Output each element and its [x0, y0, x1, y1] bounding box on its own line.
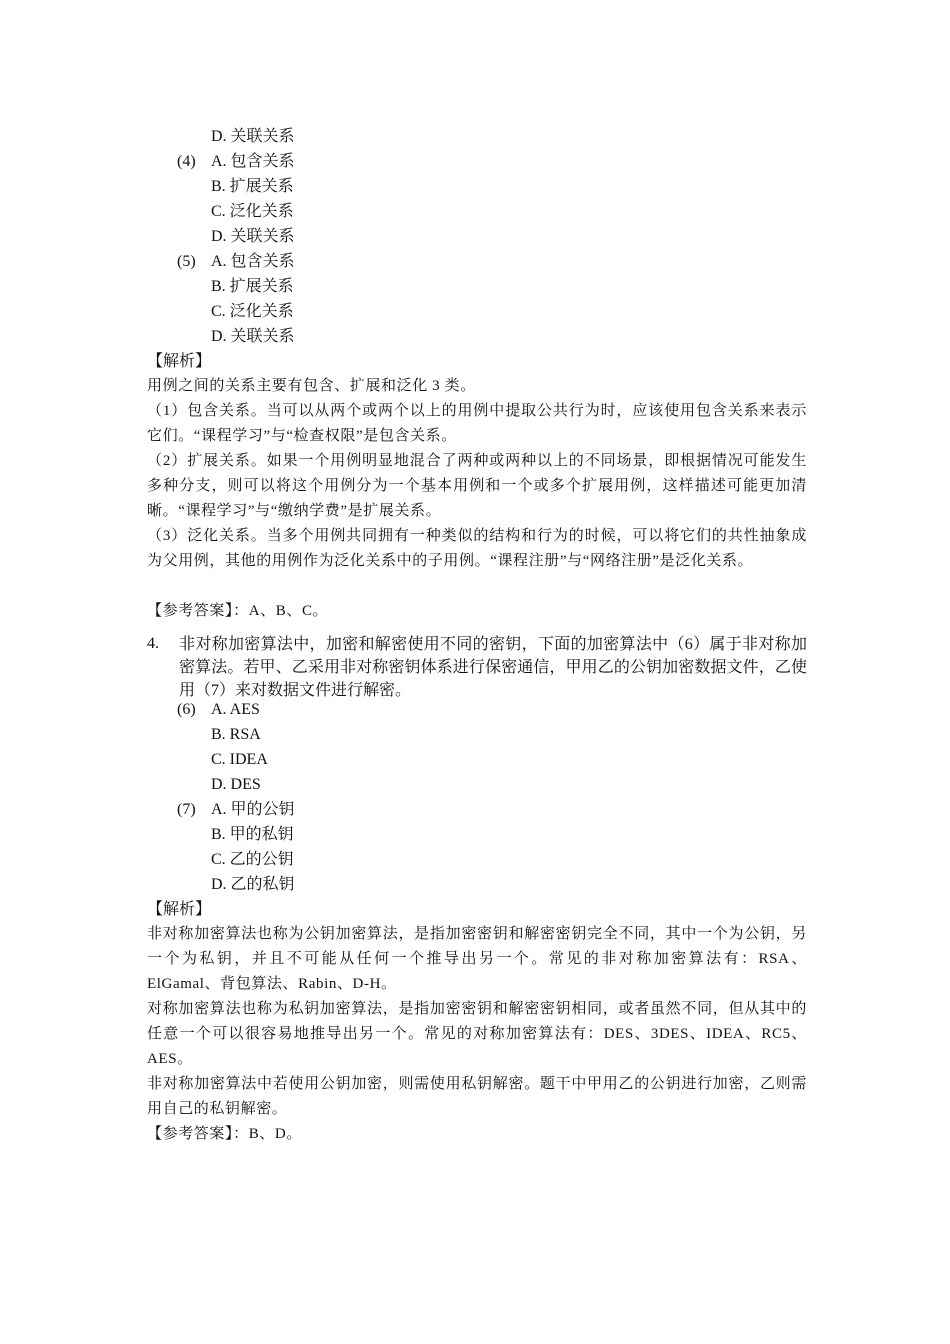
option-q6-c: C. IDEA	[211, 751, 268, 768]
option-q4-d: D. 关联关系	[211, 228, 295, 245]
analysis-paragraph-symmetric: 对称加密算法也称为私钥加密算法，是指加密密钥和解密密钥相同，或者虽然不同，但从其中的任意一个可以很容易地推导出另一个。常见的对称加密算法有：DES、3DES、IDEA、RC5、AES。	[147, 1001, 807, 1067]
analysis-paragraph-include: （1）包含关系。当可以从两个或两个以上的用例中提取公共行为时，应该使用包含关系来表示它们。“课程学习”与“检查权限”是包含关系。	[147, 403, 807, 444]
option-q5-d: D. 关联关系	[211, 328, 295, 345]
option-q6-d: D. DES	[211, 776, 261, 793]
option-group-label-7: (7)	[177, 801, 196, 818]
option-q7-c: C. 乙的公钥	[211, 851, 294, 868]
question-text: 非对称加密算法中，加密和解密使用不同的密钥，下面的加密算法中（6）属于非对称加密算法。若甲、乙采用非对称密钥体系进行保密通信，甲用乙的公钥加密数据文件，乙使用（7）来对数据文件进行解密。	[179, 636, 807, 699]
option-group-label-6: (6)	[177, 701, 196, 718]
analysis-paragraph-generalize: （3）泛化关系。当多个用例共同拥有一种类似的结构和行为的时候，可以将它们的共性抽象成为父用例，其他的用例作为泛化关系中的子用例。“课程注册”与“网络注册”是泛化关系。	[147, 528, 807, 569]
option-q4-a: A. 包含关系	[211, 153, 295, 170]
analysis-paragraph-conclusion: 非对称加密算法中若使用公钥加密，则需使用私钥解密。题干中甲用乙的公钥进行加密，乙则需用自己的私钥解密。	[147, 1076, 807, 1117]
analysis-intro: 用例之间的关系主要有包含、扩展和泛化 3 类。	[147, 378, 476, 394]
analysis-heading: 【解析】	[147, 353, 212, 370]
option-q5-b: B. 扩展关系	[211, 278, 294, 295]
option-q5-c: C. 泛化关系	[211, 303, 294, 320]
option-group-label-4: (4)	[177, 153, 196, 170]
reference-answer: 【参考答案】：B、D。	[147, 1126, 302, 1142]
option-group-label-5: (5)	[177, 253, 196, 270]
analysis-heading: 【解析】	[147, 901, 212, 918]
option-q5-a: A. 包含关系	[211, 253, 295, 270]
reference-answer: 【参考答案】：A、B、C。	[147, 603, 329, 619]
option-q6-a: A. AES	[211, 701, 260, 718]
option-q7-d: D. 乙的私钥	[211, 876, 295, 893]
option-q4-b: B. 扩展关系	[211, 178, 294, 195]
option-q7-b: B. 甲的私钥	[211, 826, 294, 843]
option-q6-b: B. RSA	[211, 726, 261, 743]
question-number: 4.	[147, 635, 159, 652]
analysis-paragraph-extend: （2）扩展关系。如果一个用例明显地混合了两种或两种以上的不同场景，即根据情况可能发生多种分支，则可以将这个用例分为一个基本用例和一个或多个扩展用例，这样描述可能更加清晰。“课程学习”与“缴纳学费”是扩展关系。	[147, 453, 807, 519]
option-q4-c: C. 泛化关系	[211, 203, 294, 220]
analysis-paragraph-asymmetric: 非对称加密算法也称为公钥加密算法，是指加密密钥和解密密钥完全不同，其中一个为公钥，另一个为私钥，并且不可能从任何一个推导出另一个。常见的非对称加密算法有：RSA、ElGamal、背包算法、Rabin、D-H。	[147, 926, 807, 992]
option-q3-d: D. 关联关系	[211, 128, 295, 145]
option-q7-a: A. 甲的公钥	[211, 801, 295, 818]
